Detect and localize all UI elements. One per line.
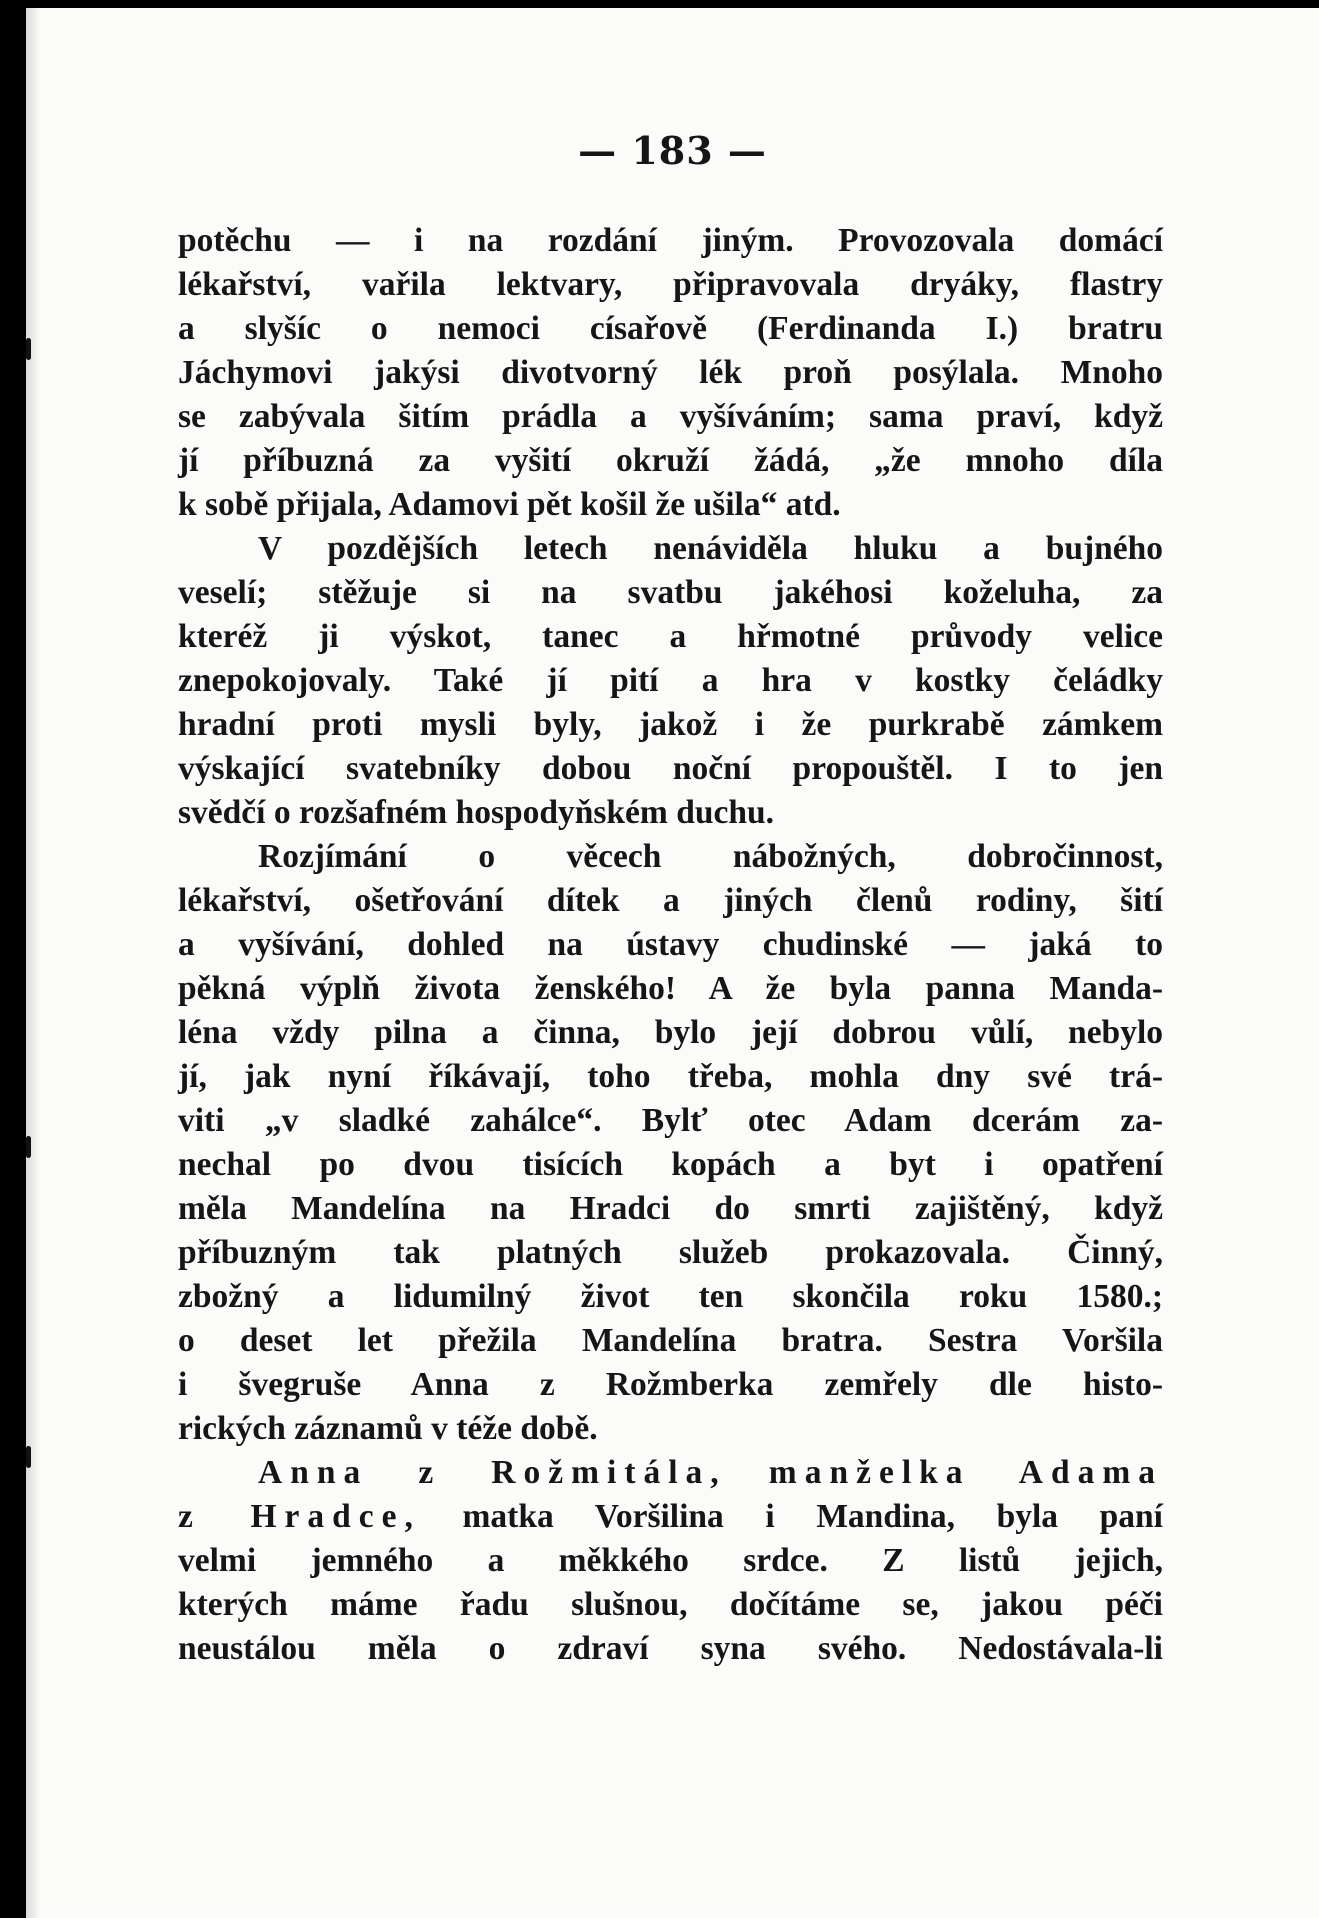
text-line: i švegruše Anna z Rožmberka zemřely dle histo- [178,1366,1163,1403]
text-line [178,1451,1163,1495]
book-page [26,8,1319,1918]
text-line: měla Mandelína na Hradci do smrti zajištěný, když [178,1190,1163,1227]
edge-mark [26,1136,31,1158]
text-line: neustálou měla o zdraví syna svého. Nedostávala-li [178,1630,1163,1667]
text-line: jí příbuzná za vyšití okruží žádá, „že mnoho díla [178,442,1163,479]
text-line: léna vždy pilna a činna, bylo její dobrou vůlí, nebylo [178,1014,1163,1051]
text-line: nechal po dvou tisících kopách a byt i opatření [178,1146,1163,1183]
text-line: k sobě přijala, Adamovi pět košil že ušila“ atd. [178,486,841,523]
text-line: lékařství, vařila lektvary, připravovala dryáky, flastry [178,266,1163,303]
text-line: znepokojovaly. Také jí pití a hra v kostky čeládky [178,662,1163,699]
spaced-name: Anna z Rožmitála, [258,1454,727,1491]
text-line: hradní proti mysli byly, jakož i že purkrabě zámkem [178,706,1163,743]
text-line: velmi jemného a měkkého srdce. Z listů jejich, [178,1542,1163,1579]
spaced-name: manželka Adama [768,1454,1164,1491]
text-line: a slyšíc o nemoci císařově (Ferdinanda I.) bratru [178,310,1163,347]
text-line: se zabývala šitím prádla a vyšíváním; sama praví, když [178,398,1163,435]
text-line: Jáchymovi jakýsi divotvorný lék proň posýlala. Mnoho [178,354,1163,391]
text-line: jí, jak nyní říkávají, toho třeba, mohla dny své trá- [178,1058,1163,1095]
text-line: Rozjímání o věcech nábožných, dobročinnost, [258,838,1163,875]
text-line: zbožný a lidumilný život ten skončila roku 1580.; [178,1278,1163,1315]
text-line [178,1495,1163,1539]
page-number: — 183 — [578,128,767,173]
body-text [178,219,1163,1671]
text-line: příbuzným tak platných služeb prokazovala. Činný, [178,1234,1163,1271]
text-fragment: matka Voršilina i Mandina, byla paní [462,1498,1163,1535]
text-line: potěchu — i na rozdání jiným. Provozovala domácí [178,222,1163,259]
text-line: kteréž ji výskot, tanec a hřmotné průvody velice [178,618,1163,655]
text-line: výskající svatebníky dobou noční propouštěl. I to jen [178,750,1163,787]
text-line: pěkná výplň života ženského! A že byla panna Manda- [178,970,1163,1007]
text-line: rických záznamů v téže době. [178,1410,598,1447]
text-line: lékařství, ošetřování dítek a jiných členů rodiny, šití [178,882,1163,919]
edge-mark [26,1446,31,1468]
spaced-name: z Hradce, [178,1498,421,1535]
edge-mark [26,338,31,360]
binding-edge [26,8,40,1918]
text-line: svědčí o rozšafném hospodyňském duchu. [178,794,774,831]
text-line: a vyšívání, dohled na ústavy chudinské — jaká to [178,926,1163,963]
text-line: V pozdějších letech nenáviděla hluku a bujného [258,530,1163,567]
text-line: viti „v sladké zahálce“. Bylť otec Adam dcerám za- [178,1102,1163,1139]
text-line: veselí; stěžuje si na svatbu jakéhosi koželuha, za [178,574,1163,611]
text-line: kterých máme řadu slušnou, dočítáme se, jakou péči [178,1586,1163,1623]
text-line: o deset let přežila Mandelína bratra. Sestra Voršila [178,1322,1163,1359]
